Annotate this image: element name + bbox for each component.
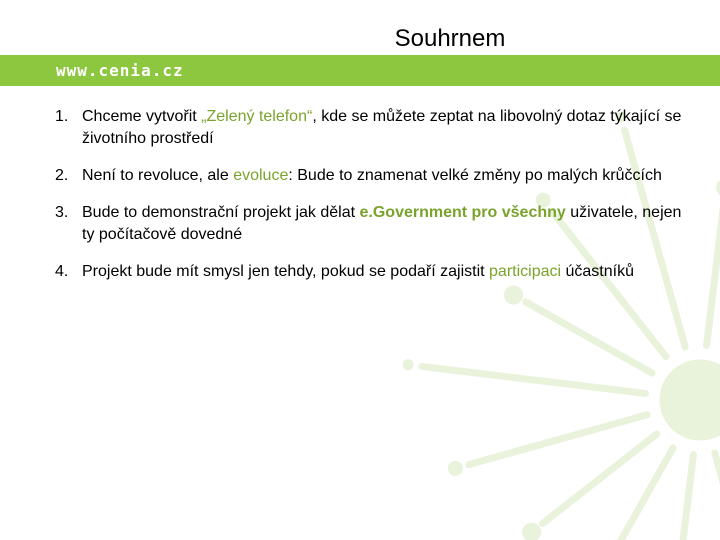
sunburst-dot (523, 523, 541, 540)
item-text (82, 106, 692, 150)
sunburst-ray (707, 201, 720, 345)
item-number: 2. (55, 167, 69, 184)
item-segment: Bude to demonstrační projekt jak dělat (82, 204, 360, 221)
item-text (82, 165, 692, 187)
item-number: 4. (55, 263, 69, 280)
item-highlight: e.Government pro všechny (359, 204, 566, 221)
item-segment: uživatele, nejen ty počítačově dovedné (82, 204, 682, 243)
item-segment: , kde se můžete zeptat na libovolný dotaz týkající se životního prostředí (82, 108, 682, 147)
item-segment: Není to revoluce, ale (82, 167, 234, 184)
sunburst-ray (469, 415, 647, 465)
summary-item-1 (55, 106, 705, 150)
item-text (82, 261, 692, 283)
sunburst-dot (403, 360, 413, 370)
item-number: 1. (55, 108, 69, 125)
summary-item-2 (55, 165, 705, 187)
logo-text: www.cenia.cz (56, 61, 184, 80)
item-highlight: „Zelený telefon“ (201, 108, 313, 125)
item-highlight: evoluce (233, 167, 289, 184)
item-text (82, 202, 692, 246)
sunburst-ray (671, 455, 693, 540)
summary-item-4 (55, 261, 705, 283)
sunburst-ray (715, 453, 720, 540)
summary-list (55, 106, 705, 298)
item-segment: Chceme vytvořit (82, 108, 202, 125)
summary-item-3 (55, 202, 705, 246)
sunburst-ray (422, 366, 645, 393)
slide-title: Souhrnem (394, 25, 506, 52)
item-segment: : Bude to znamenat velké změny po malých krůčcích (288, 167, 662, 184)
item-segment: účastníků (561, 263, 634, 280)
item-segment: Projekt bude mít smysl jen tehdy, pokud se podaří zajistit (82, 263, 490, 280)
sunburst-dot (448, 461, 462, 475)
sunburst-dot (717, 179, 720, 197)
item-number: 3. (55, 204, 69, 221)
sunburst-core (660, 360, 720, 440)
item-highlight: participaci (489, 263, 562, 280)
